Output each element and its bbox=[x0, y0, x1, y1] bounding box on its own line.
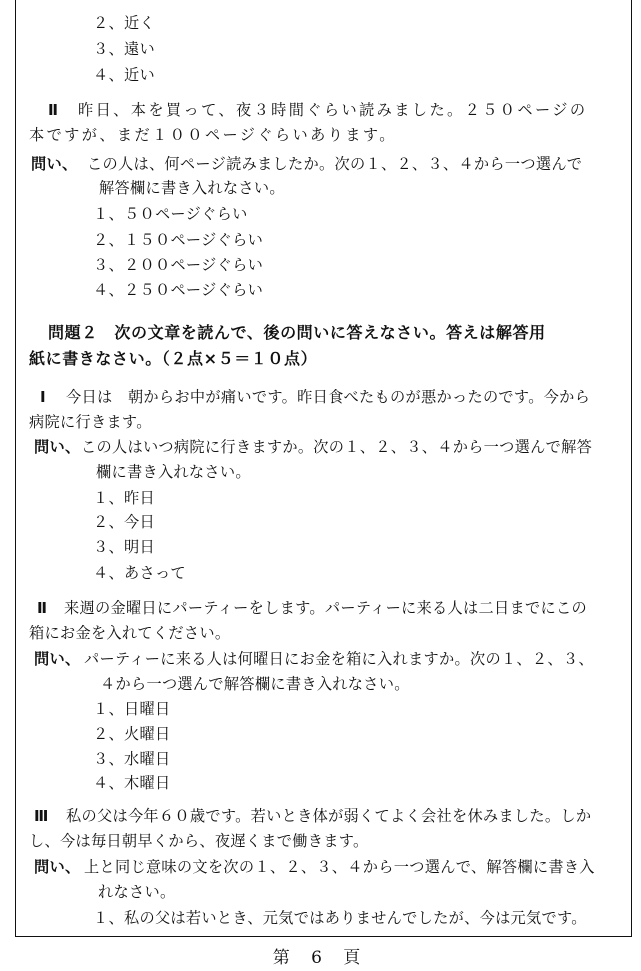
option-1: １、日曜日 bbox=[93, 700, 171, 718]
passage-text-line2: 病院に行きます。 bbox=[29, 413, 152, 431]
option-4: ４、木曜日 bbox=[93, 774, 171, 792]
roman-numeral: Ⅲ bbox=[34, 807, 49, 825]
problem-heading-line2: 紙に書きなさい。（２点×５＝１０点） bbox=[29, 349, 318, 368]
option-2: ２、火曜日 bbox=[93, 725, 171, 743]
question-passage-line bbox=[37, 597, 587, 619]
question-text-line2: ４から一つ選んで解答欄に書き入れなさい。 bbox=[100, 675, 410, 693]
option-2: ２、近く bbox=[93, 14, 155, 32]
option-2: ２、１５０ページぐらい bbox=[93, 231, 264, 249]
option-3: ３、明日 bbox=[93, 538, 155, 556]
passage-text: 今日は 朝からお中が痛いです。昨日食べたものが悪かったのです。今から bbox=[66, 388, 591, 406]
question-line bbox=[34, 436, 592, 458]
option-4: ４、あさって bbox=[93, 564, 186, 582]
option-3: ３、遠い bbox=[93, 40, 155, 58]
question-label: 問い、 bbox=[31, 155, 78, 173]
roman-numeral: Ⅱ bbox=[48, 101, 61, 119]
question-line bbox=[34, 648, 594, 670]
option-4: ４、近い bbox=[93, 66, 155, 84]
question-label: 問い、 bbox=[34, 438, 81, 456]
question-text: 上と同じ意味の文を次の１、２、３、４から一つ選んで、解答欄に書き入 bbox=[84, 858, 595, 876]
question-label: 問い、 bbox=[34, 650, 81, 668]
question-text-line2: 解答欄に書き入れなさい。 bbox=[99, 179, 285, 197]
question-label: 問い、 bbox=[34, 858, 81, 876]
question-text: パーティーに来る人は何曜日にお金を箱に入れますか。次の１、２、３、 bbox=[84, 650, 594, 668]
roman-numeral: Ⅰ bbox=[40, 388, 46, 406]
question-text-line2: 欄に書き入れなさい。 bbox=[96, 463, 251, 481]
option-4: ４、２５０ページぐらい bbox=[93, 281, 264, 299]
question-passage-line bbox=[40, 386, 590, 408]
option-1: １、５０ページぐらい bbox=[93, 205, 248, 223]
option-3: ３、水曜日 bbox=[93, 750, 171, 768]
question-passage-line bbox=[48, 99, 587, 121]
question-line bbox=[31, 153, 582, 175]
passage-text: 私の父は今年６０歳です。若いとき体が弱くてよく会社を休みました。しか bbox=[66, 807, 592, 825]
passage-text-line2: し、今は毎日朝早くから、夜遅くまで働きます。 bbox=[29, 832, 369, 850]
option-1: １、私の父は若いとき、元気ではありませんでしたが、今は元気です。 bbox=[93, 909, 587, 927]
passage-text-line2: 箱にお金を入れてください。 bbox=[29, 624, 231, 642]
passage-text-line2: 本ですが、まだ１００ページぐらいあります。 bbox=[29, 126, 397, 144]
roman-numeral: Ⅱ bbox=[37, 599, 48, 617]
option-1: １、昨日 bbox=[93, 489, 155, 507]
question-passage-line bbox=[34, 805, 591, 827]
problem-heading: 問題２ 次の文章を読んで、後の問いに答えなさい。答えは解答用 bbox=[48, 323, 546, 342]
question-text: この人は、何ページ読みましたか。次の１、２、３、４から一つ選んで bbox=[87, 155, 583, 173]
option-2: ２、今日 bbox=[93, 513, 155, 531]
question-line bbox=[34, 856, 595, 878]
page-number: 第 6 頁 bbox=[272, 948, 369, 968]
option-3: ３、２００ページぐらい bbox=[93, 256, 264, 274]
question-text-line2: れなさい。 bbox=[98, 883, 176, 901]
passage-text: 昨日、本を買って、夜３時間ぐらい読みました。２５０ページの bbox=[78, 101, 588, 119]
question-text: この人はいつ病院に行きますか。次の１、２、３、４から一つ選んで解答 bbox=[81, 438, 593, 456]
passage-text: 来週の金曜日にパーティーをします。パーティーに来る人は二日までにこの bbox=[64, 599, 587, 617]
